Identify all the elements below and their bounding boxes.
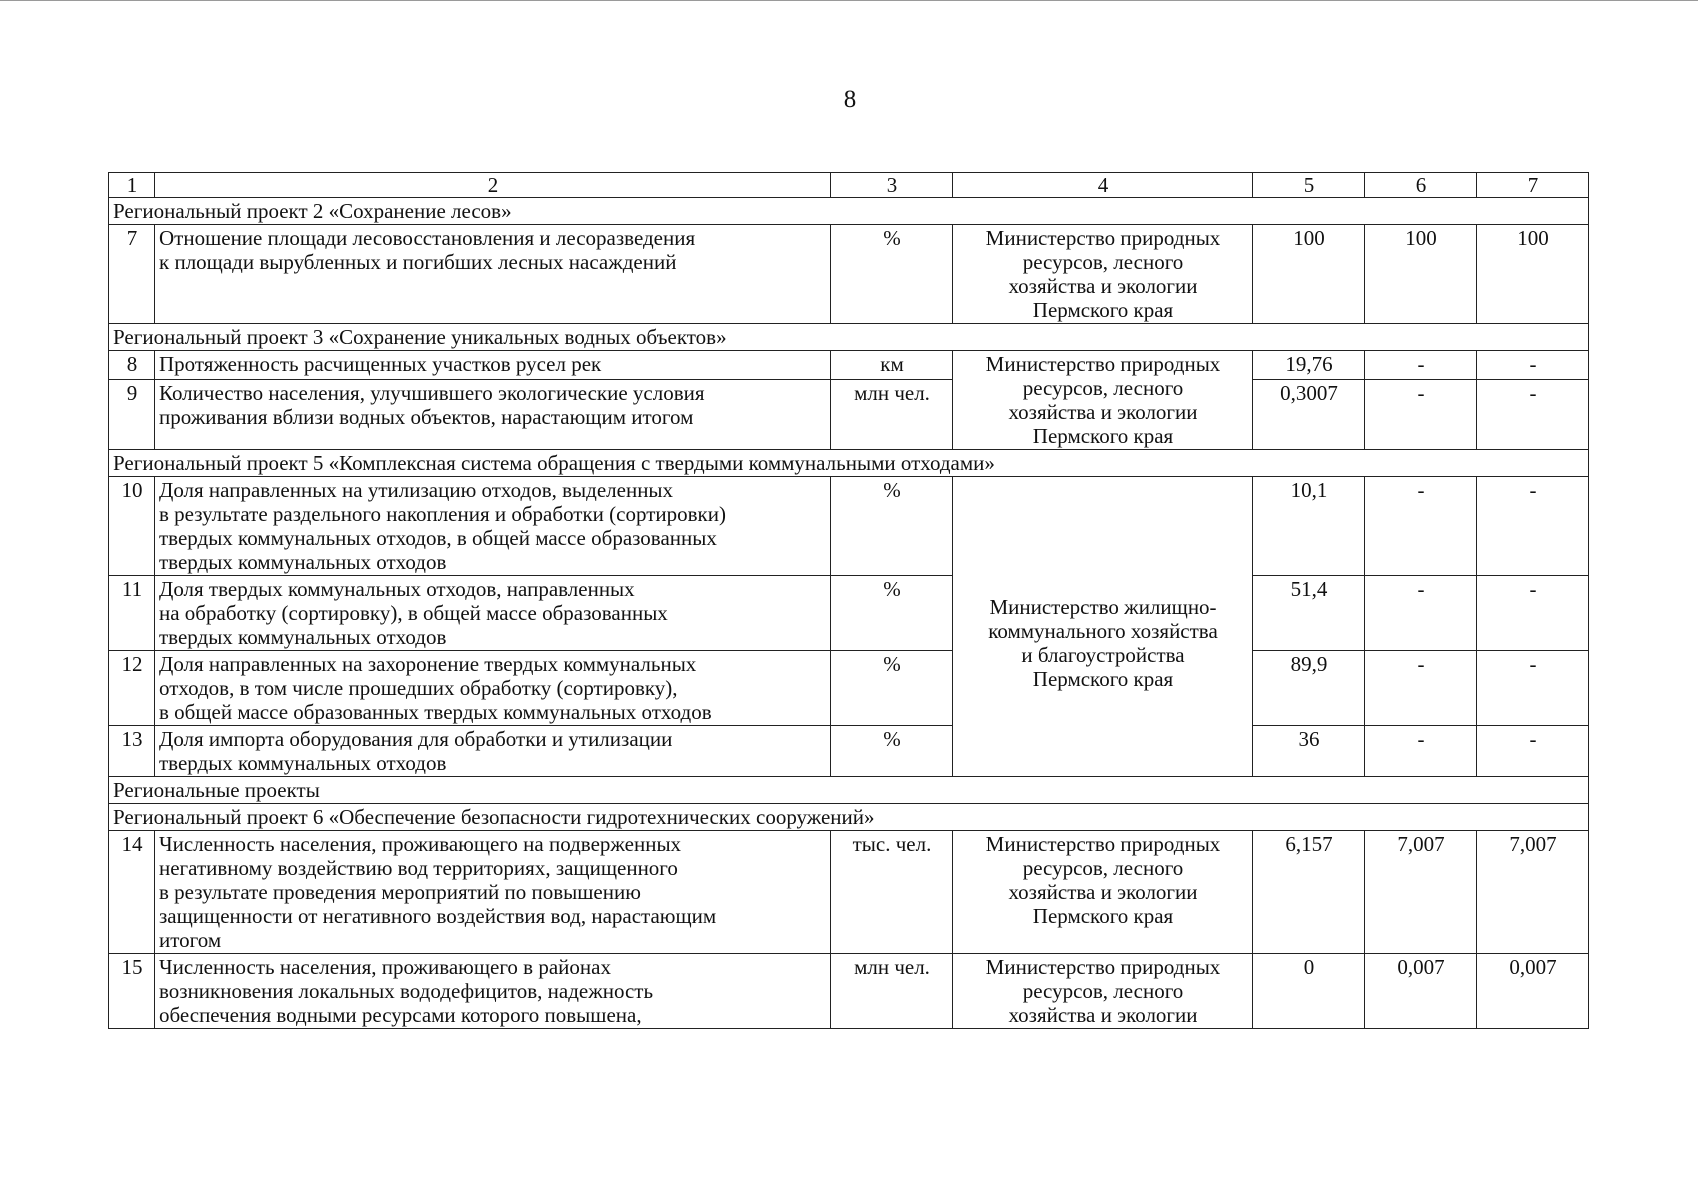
indicator-name: Количество населения, улучшившего экологические условия проживания вблизи водных объектов, нарастающим итогом xyxy=(155,380,831,450)
indicator-name: Доля импорта оборудования для обработки и утилизации твердых коммунальных отходов xyxy=(155,726,831,777)
value-col5: 6,157 xyxy=(1253,831,1365,954)
responsible-agency: Министерство природных ресурсов, лесного хозяйства и экологии Пермского края xyxy=(953,351,1253,450)
value-col7: - xyxy=(1477,477,1589,576)
value-col5: 100 xyxy=(1253,225,1365,324)
table-row xyxy=(109,831,1589,954)
unit: % xyxy=(831,726,953,777)
value-col5: 36 xyxy=(1253,726,1365,777)
responsible-agency: Министерство природных ресурсов, лесного хозяйства и экологии Пермского края xyxy=(953,831,1253,954)
section-row xyxy=(109,804,1589,831)
value-col7: 0,007 xyxy=(1477,954,1589,1029)
indicator-name: Численность населения, проживающего в районах возникновения локальных вододефицитов, надежность обеспечения водными ресурсами которого повышена, xyxy=(155,954,831,1029)
value-col6: - xyxy=(1365,651,1477,726)
unit: % xyxy=(831,477,953,576)
value-col5: 51,4 xyxy=(1253,576,1365,651)
col-header: 7 xyxy=(1477,173,1589,198)
row-number: 12 xyxy=(109,651,155,726)
section-row xyxy=(109,777,1589,804)
value-col7: - xyxy=(1477,576,1589,651)
value-col7: - xyxy=(1477,351,1589,380)
unit: % xyxy=(831,651,953,726)
row-number: 7 xyxy=(109,225,155,324)
row-number: 8 xyxy=(109,351,155,380)
value-col6: - xyxy=(1365,726,1477,777)
indicator-name: Численность населения, проживающего на подверженных негативному воздействию вод территориях, защищенного в результате проведения мероприятий по повышению защищенности от негативного воздействия вод, нарастающим итогом xyxy=(155,831,831,954)
value-col6: - xyxy=(1365,576,1477,651)
table-row xyxy=(109,380,1589,450)
row-number: 15 xyxy=(109,954,155,1029)
value-col6: - xyxy=(1365,477,1477,576)
value-col7: 7,007 xyxy=(1477,831,1589,954)
col-header: 2 xyxy=(155,173,831,198)
value-col6: - xyxy=(1365,380,1477,450)
value-col7: - xyxy=(1477,380,1589,450)
unit: млн чел. xyxy=(831,380,953,450)
column-number-row xyxy=(109,173,1589,198)
unit: % xyxy=(831,576,953,651)
section-row xyxy=(109,324,1589,351)
value-col6: - xyxy=(1365,351,1477,380)
value-col5: 0,3007 xyxy=(1253,380,1365,450)
table-row xyxy=(109,954,1589,1029)
value-col7: 100 xyxy=(1477,225,1589,324)
value-col6: 100 xyxy=(1365,225,1477,324)
responsible-agency: Министерство природных ресурсов, лесного хозяйства и экологии Пермского края xyxy=(953,225,1253,324)
unit: км xyxy=(831,351,953,380)
col-header: 4 xyxy=(953,173,1253,198)
table-row xyxy=(109,651,1589,726)
unit: тыс. чел. xyxy=(831,831,953,954)
section-title: Региональный проект 6 «Обеспечение безопасности гидротехнических сооружений» xyxy=(109,804,1589,831)
table-row xyxy=(109,576,1589,651)
section-title: Региональный проект 3 «Сохранение уникальных водных объектов» xyxy=(109,324,1589,351)
section-title: Региональный проект 5 «Комплексная система обращения с твердыми коммунальными отходами» xyxy=(109,450,1589,477)
section-row xyxy=(109,450,1589,477)
indicator-name: Доля направленных на утилизацию отходов, выделенных в результате раздельного накопления и обработки (сортировки) твердых коммунальных отходов, в общей массе образованных твердых коммунальных отходов xyxy=(155,477,831,576)
table-row xyxy=(109,351,1589,380)
value-col6: 7,007 xyxy=(1365,831,1477,954)
responsible-agency: Министерство природных ресурсов, лесного хозяйства и экологии xyxy=(953,954,1253,1029)
table-row xyxy=(109,477,1589,576)
row-number: 11 xyxy=(109,576,155,651)
indicators-table xyxy=(108,172,1589,1029)
col-header: 6 xyxy=(1365,173,1477,198)
value-col7: - xyxy=(1477,651,1589,726)
unit: % xyxy=(831,225,953,324)
col-header: 5 xyxy=(1253,173,1365,198)
value-col7: - xyxy=(1477,726,1589,777)
value-col5: 19,76 xyxy=(1253,351,1365,380)
row-number: 10 xyxy=(109,477,155,576)
page-number: 8 xyxy=(843,86,857,113)
value-col5: 89,9 xyxy=(1253,651,1365,726)
col-header: 1 xyxy=(109,173,155,198)
unit: млн чел. xyxy=(831,954,953,1029)
indicator-name: Протяженность расчищенных участков русел рек xyxy=(155,351,831,380)
value-col6: 0,007 xyxy=(1365,954,1477,1029)
section-title: Региональные проекты xyxy=(109,777,1589,804)
indicator-name: Доля направленных на захоронение твердых коммунальных отходов, в том числе прошедших обработку (сортировку), в общей массе образованных твердых коммунальных отходов xyxy=(155,651,831,726)
page-top-edge xyxy=(0,0,1698,1)
row-number: 13 xyxy=(109,726,155,777)
value-col5: 10,1 xyxy=(1253,477,1365,576)
col-header: 3 xyxy=(831,173,953,198)
section-title: Региональный проект 2 «Сохранение лесов» xyxy=(109,198,1589,225)
responsible-agency: Министерство жилищно- коммунального хозяйства и благоустройства Пермского края xyxy=(953,477,1253,777)
row-number: 9 xyxy=(109,380,155,450)
section-row xyxy=(109,198,1589,225)
row-number: 14 xyxy=(109,831,155,954)
indicator-name: Доля твердых коммунальных отходов, направленных на обработку (сортировку), в общей массе образованных твердых коммунальных отходов xyxy=(155,576,831,651)
table-row xyxy=(109,726,1589,777)
table-row xyxy=(109,225,1589,324)
indicator-name: Отношение площади лесовосстановления и лесоразведения к площади вырубленных и погибших лесных насаждений xyxy=(155,225,831,324)
value-col5: 0 xyxy=(1253,954,1365,1029)
